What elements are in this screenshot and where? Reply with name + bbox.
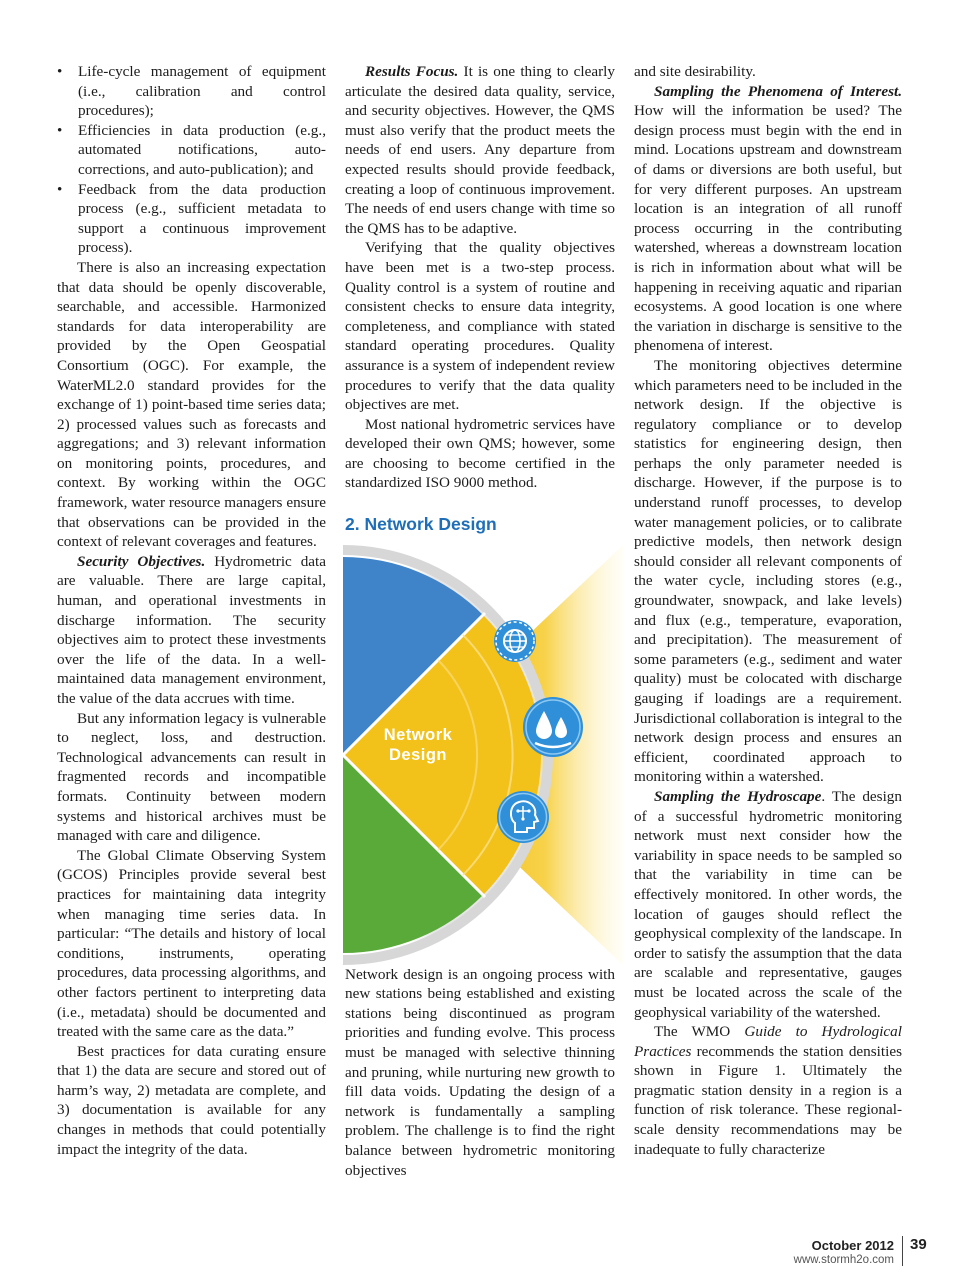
issue-date: October 2012 <box>811 1238 894 1253</box>
website-url: www.stormh2o.com <box>793 1254 894 1266</box>
paragraph-text: recommends the station densities shown in Figure 1. Ultimately the pragmatic station density in a region is a function of risk tolerance. These regional-scale density recommendations may be inadequate to fully characterize <box>634 1042 902 1158</box>
paragraph: The Global Climate Observing System (GCOS) Principles provide several best practices for maintaining data integrity when managing time series data. In particular: “The details and history of local conditions, instruments, operating procedures, data processing algorithms, and other factors pertinent to interpreting data (i.e., metadata) should be documented and treated with the same care as the data.” <box>57 846 326 1041</box>
paragraph: Network design is an ongoing process with new stations being established and existing stations being discontinued as program priorities and funding evolve. This process must be managed with selective thinning and pruning, while nurturing new growth to fill data voids. Updating the design of a network is fundamentally a sampling problem. The challenge is to find the right balance between hydrometric monitoring objectives <box>345 965 615 1179</box>
paragraph: There is also an increasing expectation that data should be openly discoverable, searchable, and accessible. Harmonized standards for data interoperability are provided by the Open Geospatial Consortium (OGC). For example, the WaterML2.0 standard provides for the exchange of 1) point-based time series data; 2) processed values such as forecasts and aggregations; and 3) relevant information on monitoring points, procedures, and context. By working within the OGC framework, water resource managers ensure that observations can be provided in the context of relevant coverages and features. <box>57 258 326 551</box>
paragraph: Best practices for data curating ensure that 1) the data are secure and stored out of harm’s way, 2) metadata are complete, and 3) documentation is available for any changes in methods that could potentially impact the integrity of the data. <box>57 1042 326 1158</box>
page-number: 39 <box>910 1236 927 1253</box>
water-drops-icon <box>523 697 583 757</box>
bullet-list <box>57 62 326 258</box>
figure-label: Network Design <box>383 725 453 764</box>
run-in-heading: Sampling the Hydroscape <box>654 787 822 805</box>
head-brain-icon <box>497 791 549 843</box>
column-2 <box>345 62 615 1180</box>
paragraph-text: It is one thing to clearly articulate the desired data quality, service, and security objectives. However, the QMS must also verify that the product meets the needs of end users. Any departure from expected results should provide feedback, creating a loop of continuous improvement. The needs of end users change with time so the QMS has to be adaptive. <box>345 63 615 237</box>
run-in-heading: Security Objectives. <box>77 552 206 570</box>
run-in-heading: Sampling the Phenomena of Interest. <box>654 82 902 100</box>
globe-gear-icon <box>494 620 536 662</box>
paragraph-text: Hydrometric data are valuable. There are large capital, human, and operational investments in discharge information. The security objectives aim to protect these investments over the life of the data. In a well-maintained data management environment, the value of the data accrues with time. <box>57 552 326 707</box>
paragraph <box>57 552 326 709</box>
paragraph <box>634 1022 902 1159</box>
bullet-item: • Life-cycle management of equipment (i.e., calibration and control procedures); <box>57 62 326 121</box>
paragraph: Most national hydrometric services have developed their own QMS; however, some are choosing to become certified in the standardized ISO 9000 method. <box>345 415 615 492</box>
bullet-item: • Feedback from the data production process (e.g., sufficient metadata to support a continuous improvement process). <box>57 180 326 258</box>
bullet-item: • Efficiencies in data production (e.g., automated notifications, auto-corrections, and auto-publication); and <box>57 121 326 180</box>
section-heading: 2. Network Design <box>345 514 497 535</box>
page-footer <box>794 1238 894 1266</box>
paragraph: But any information legacy is vulnerable to neglect, loss, and destruction. Technological advancements can result in fragmented records and incompatible formats. Continuity between modern systems and historical archives must be managed with care and diligence. <box>57 709 326 845</box>
column-3 <box>634 62 902 1159</box>
paragraph-text: . The design of a successful hydrometric monitoring network must next consider how the variability in space needs to be sampled so that the variability in time can be effectively monitored. In other words, the location of gauges should reflect the geophysical complexity of the landscape. In order to satisfy the assumption that the data are scalable and representative, gauges must be located across the scale of the geophysical variability of the watershed. <box>634 787 902 1021</box>
run-in-heading: Results Focus. <box>365 63 459 80</box>
paragraph: Verifying that the quality objectives have been met is a two-step process. Quality control is a system of routine and consistent checks to ensure data integrity, completeness, and compliance with stated standard operating procedures. Quality assurance is a system of independent review procedures to verify that the data quality objectives are met. <box>345 239 615 414</box>
paragraph: The monitoring objectives determine which parameters need to be included in the network design. If the objective is regulatory compliance or to develop statistics for engineering design, then perhaps the only parameter needed is discharge. However, if the purpose is to understand runoff processes, to develop water management policies, or to calibrate predictive models, then network design should consider all relevant components of the water cycle, including stores (e.g., groundwater, snowpack, and lake levels) and flux (e.g., temperature, evaporation, and precipitation). The measurement of some parameters (e.g., sediment and water quality) must be colocated with discharge gauging if loadings are a requirement. Jurisdictional collaboration is integral to the network design process and ensures an efficient, coordinated approach to monitoring within a watershed. <box>634 356 902 786</box>
footer-divider <box>902 1236 903 1266</box>
paragraph <box>634 787 902 1022</box>
paragraph-text: The WMO <box>654 1023 745 1041</box>
paragraph: and site desirability. <box>634 63 756 80</box>
paragraph <box>345 62 615 238</box>
column-1 <box>57 62 326 1159</box>
network-design-figure <box>343 545 623 965</box>
paragraph-text: How will the information be used? The design process must begin with the end in mind. Locations upstream and downstream of dams or diversions are both useful, but for very different purposes. An upstream location is an integration of all runoff process occurring in the contributing watershed, whereas a downstream location is rich in information about what will be happening in receiving aquatic and riparian ecosystems. A good location is one where the variation in discharge is sensitive to the phenomena of interest. <box>634 102 902 355</box>
paragraph <box>634 82 902 356</box>
publication-title: Guide to Hydrological Practices <box>634 1023 902 1060</box>
